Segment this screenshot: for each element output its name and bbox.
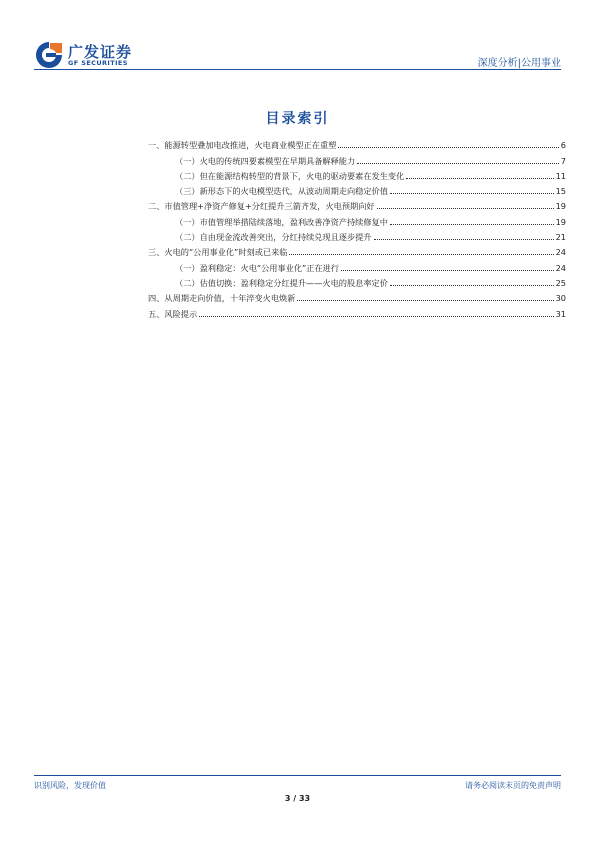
toc-entry[interactable]	[148, 197, 566, 212]
toc-entry[interactable]	[148, 274, 566, 289]
toc-entry[interactable]	[148, 182, 566, 197]
toc-leader-dots	[377, 208, 554, 209]
toc-entry-page: 21	[555, 232, 566, 243]
logo-text-cn: 广发证券	[68, 43, 133, 61]
table-of-contents	[148, 136, 566, 320]
toc-entry-title: （二）估值切换：盈利稳定分红提升——火电的股息率定价	[175, 277, 388, 288]
toc-entry[interactable]	[148, 136, 566, 151]
toc-entry-page: 30	[555, 293, 566, 304]
toc-leader-dots	[341, 270, 554, 271]
toc-entry-title: （三）新形态下的火电模型迭代，从波动周期走向稳定价值	[175, 186, 388, 197]
toc-entry[interactable]	[148, 212, 566, 227]
toc-leader-dots	[338, 147, 558, 148]
footer-divider	[34, 775, 561, 776]
toc-entry-title: 四、从周期走向价值，十年淬变火电焕新	[148, 293, 296, 304]
toc-entry-title: （一）火电的传统四要素模型在早期具备解释能力	[175, 155, 356, 166]
toc-entry-page: 24	[555, 262, 566, 273]
footer-slogan: 识别风险，发现价值	[34, 781, 106, 790]
logo-text-en: GF SECURITIES	[68, 59, 128, 67]
toc-leader-dots	[199, 316, 553, 317]
toc-entry-title: 三、火电的“公用事业化”时刻或已来临	[148, 247, 288, 258]
page-header	[0, 0, 595, 80]
toc-leader-dots	[390, 193, 554, 194]
toc-entry-page: 11	[555, 170, 566, 181]
toc-leader-dots	[374, 239, 554, 240]
toc-entry-page: 6	[560, 140, 566, 151]
toc-leader-dots	[297, 300, 553, 301]
toc-entry[interactable]	[148, 151, 566, 166]
toc-entry-page: 25	[555, 277, 566, 288]
toc-leader-dots	[289, 254, 553, 255]
toc-leader-dots	[406, 178, 553, 179]
toc-entry-page: 7	[560, 155, 566, 166]
toc-title: 目录索引	[265, 111, 330, 127]
toc-leader-dots	[357, 163, 559, 164]
toc-entry-page: 31	[555, 308, 566, 319]
report-category: 深度分析|公用事业	[477, 58, 561, 69]
toc-leader-dots	[390, 285, 554, 286]
gf-logo-icon	[34, 40, 64, 70]
toc-entry[interactable]	[148, 228, 566, 243]
toc-entry-title: 五、风险提示	[148, 308, 198, 319]
toc-entry-title: （二）但在能源结构转型的背景下，火电的驱动要素在发生变化	[175, 170, 405, 181]
toc-entry[interactable]	[148, 167, 566, 182]
toc-entry-title: 一、能源转型叠加电改推进，火电商业模型正在重塑	[148, 140, 337, 151]
header-divider	[34, 69, 561, 70]
toc-entry-title: 二、市值管理+净资产修复+分红提升三箭齐发，火电预期向好	[148, 201, 375, 212]
toc-entry-page: 19	[555, 216, 566, 227]
toc-leader-dots	[390, 224, 554, 225]
page-number: 3 / 33	[284, 794, 311, 803]
toc-entry-title: （一）市值管理举措陆续落地，盈利改善净资产持续修复中	[175, 216, 388, 227]
toc-entry-title: （一）盈利稳定：火电“公用事业化”正在进行	[175, 262, 340, 273]
toc-entry[interactable]	[148, 258, 566, 273]
toc-entry[interactable]	[148, 304, 566, 319]
toc-entry-page: 24	[555, 247, 566, 258]
toc-entry[interactable]	[148, 289, 566, 304]
toc-entry-title: （二）自由现金流改善突出，分红持续兑现且逐步提升	[175, 232, 372, 243]
toc-entry[interactable]	[148, 243, 566, 258]
footer-disclaimer: 请务必阅读末页的免责声明	[465, 781, 561, 790]
toc-entry-page: 15	[555, 186, 566, 197]
toc-entry-page: 19	[555, 201, 566, 212]
